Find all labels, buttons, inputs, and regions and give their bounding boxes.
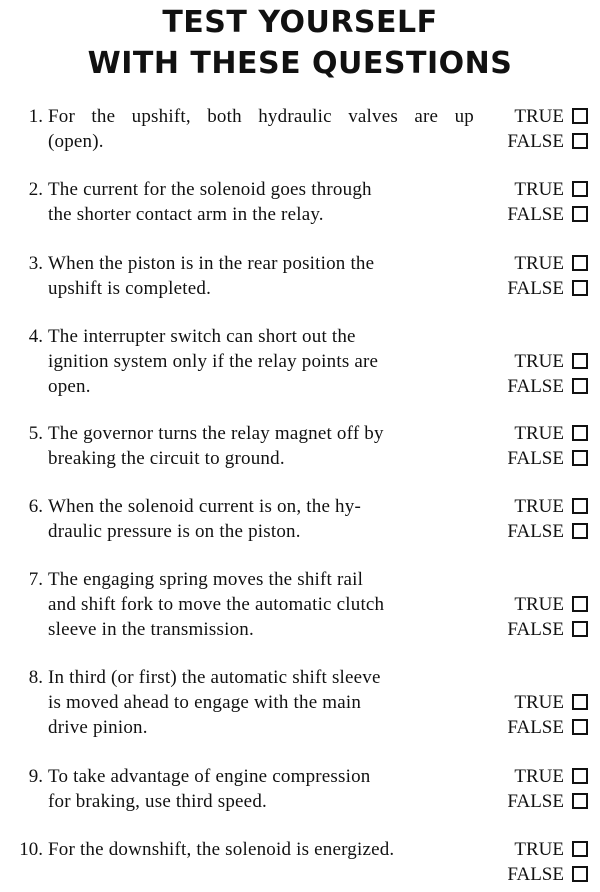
question-text-line: and shift fork to move the automatic clutch <box>48 594 385 615</box>
answer-options <box>494 837 590 887</box>
true-label: TRUE <box>514 692 564 713</box>
answer-options <box>494 764 590 814</box>
true-option <box>494 690 590 715</box>
true-checkbox[interactable] <box>572 841 588 857</box>
question-text-line: The current for the solenoid goes through <box>48 179 372 200</box>
false-label: FALSE <box>507 619 564 640</box>
false-option <box>494 519 590 544</box>
question-text <box>48 421 474 471</box>
true-checkbox[interactable] <box>572 498 588 514</box>
false-checkbox[interactable] <box>572 206 588 222</box>
answer-options <box>494 690 590 740</box>
false-checkbox[interactable] <box>572 378 588 394</box>
false-checkbox[interactable] <box>572 866 588 882</box>
true-checkbox[interactable] <box>572 353 588 369</box>
question-number: 6. <box>28 496 43 517</box>
false-option <box>494 202 590 227</box>
false-label: FALSE <box>507 717 564 738</box>
true-option <box>494 764 590 789</box>
question-text-line: breaking the circuit to ground. <box>48 448 285 469</box>
true-label: TRUE <box>514 106 564 127</box>
question-number: 2. <box>28 179 43 200</box>
question-text <box>48 494 474 544</box>
question-text-line: In third (or first) the automatic shift sleeve <box>48 667 381 688</box>
false-checkbox[interactable] <box>572 719 588 735</box>
true-label: TRUE <box>514 496 564 517</box>
question-text-line: The interrupter switch can short out the <box>48 326 356 347</box>
true-label: TRUE <box>514 179 564 200</box>
question-number: 10. <box>19 839 43 860</box>
question-number: 1. <box>28 106 43 127</box>
answer-options <box>494 251 590 301</box>
true-checkbox[interactable] <box>572 255 588 271</box>
false-label: FALSE <box>507 864 564 885</box>
true-option <box>494 837 590 862</box>
true-label: TRUE <box>514 423 564 444</box>
false-option <box>494 374 590 399</box>
false-label: FALSE <box>507 376 564 397</box>
true-checkbox[interactable] <box>572 181 588 197</box>
false-label: FALSE <box>507 521 564 542</box>
false-checkbox[interactable] <box>572 133 588 149</box>
false-checkbox[interactable] <box>572 450 588 466</box>
false-option <box>494 129 590 154</box>
true-option <box>494 104 590 129</box>
true-option <box>494 592 590 617</box>
true-label: TRUE <box>514 594 564 615</box>
question-number: 7. <box>28 569 43 590</box>
false-checkbox[interactable] <box>572 280 588 296</box>
true-checkbox[interactable] <box>572 694 588 710</box>
question-text-line: When the piston is in the rear position the <box>48 253 375 274</box>
true-label: TRUE <box>514 253 564 274</box>
question-text-line: draulic pressure is on the piston. <box>48 521 301 542</box>
question-text-line: For the upshift, both hydraulic valves are up <box>48 106 474 127</box>
question-text-line: open. <box>48 376 91 397</box>
true-option <box>494 349 590 374</box>
question-number: 4. <box>28 326 43 347</box>
answer-options <box>494 592 590 642</box>
question-text-line: To take advantage of engine compression <box>48 766 371 787</box>
question-text-line: The engaging spring moves the shift rail <box>48 569 364 590</box>
question-text <box>48 567 474 642</box>
title-line-2: WITH THESE QUESTIONS <box>87 46 513 81</box>
question-text-line: upshift is completed. <box>48 278 212 299</box>
question-number: 5. <box>28 423 43 444</box>
true-checkbox[interactable] <box>572 596 588 612</box>
question-text <box>48 837 474 862</box>
question-text <box>48 324 474 399</box>
title-line-1: TEST YOURSELF <box>162 5 438 40</box>
true-option <box>494 421 590 446</box>
true-checkbox[interactable] <box>572 108 588 124</box>
false-option <box>494 446 590 471</box>
question-text-line: ignition system only if the relay points are <box>48 351 379 372</box>
question-text-line: the shorter contact arm in the relay. <box>48 204 324 225</box>
question-text <box>48 764 474 814</box>
question-number: 8. <box>28 667 43 688</box>
answer-options <box>494 494 590 544</box>
question-text <box>48 665 474 740</box>
false-option <box>494 715 590 740</box>
question-text-line: for braking, use third speed. <box>48 791 267 812</box>
question-text-line: drive pinion. <box>48 717 148 738</box>
question-text-line: For the downshift, the solenoid is energized. <box>48 839 395 860</box>
false-label: FALSE <box>507 791 564 812</box>
answer-options <box>494 349 590 399</box>
false-label: FALSE <box>507 448 564 469</box>
question-text-line: sleeve in the transmission. <box>48 619 254 640</box>
true-label: TRUE <box>514 839 564 860</box>
true-option <box>494 251 590 276</box>
false-label: FALSE <box>507 204 564 225</box>
false-checkbox[interactable] <box>572 523 588 539</box>
question-text <box>48 104 474 154</box>
question-text-line: The governor turns the relay magnet off by <box>48 423 384 444</box>
answer-options <box>494 177 590 227</box>
question-text-line: is moved ahead to engage with the main <box>48 692 362 713</box>
answer-options <box>494 104 590 154</box>
false-option <box>494 617 590 642</box>
false-checkbox[interactable] <box>572 621 588 637</box>
true-checkbox[interactable] <box>572 425 588 441</box>
question-number: 9. <box>28 766 43 787</box>
true-label: TRUE <box>514 351 564 372</box>
false-label: FALSE <box>507 278 564 299</box>
question-text-line: (open). <box>48 131 104 152</box>
true-checkbox[interactable] <box>572 768 588 784</box>
false-option <box>494 862 590 887</box>
question-text <box>48 177 474 227</box>
false-checkbox[interactable] <box>572 793 588 809</box>
answer-options <box>494 421 590 471</box>
question-text <box>48 251 474 301</box>
question-number: 3. <box>28 253 43 274</box>
true-label: TRUE <box>514 766 564 787</box>
question-text-line: When the solenoid current is on, the hy- <box>48 496 361 517</box>
false-option <box>494 789 590 814</box>
true-option <box>494 494 590 519</box>
false-option <box>494 276 590 301</box>
false-label: FALSE <box>507 131 564 152</box>
true-option <box>494 177 590 202</box>
